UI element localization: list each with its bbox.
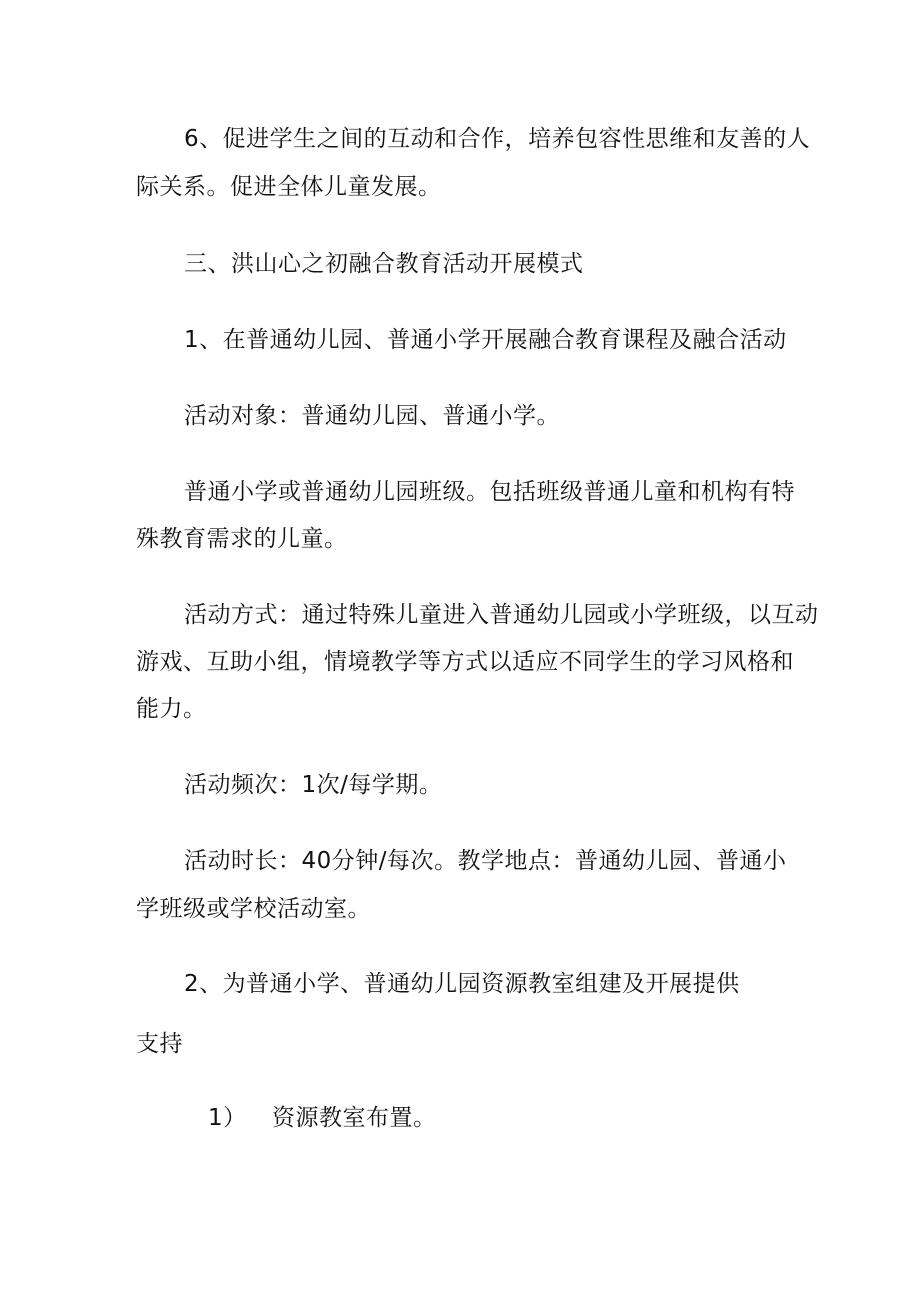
paragraph-6-line-1: 6、促进学生之间的互动和合作，培养包容性思维和友善的人 [184, 126, 811, 152]
subsection-2-heading-line-1: 2、为普通小学、普通幼儿园资源教室组建及开展提供 [184, 971, 740, 997]
activity-duration-line-2: 学班级或学校活动室。 [136, 896, 371, 922]
activity-target: 活动对象：普通幼儿园、普通小学。 [184, 403, 560, 429]
activity-classes-line-2: 殊教育需求的儿童。 [136, 526, 348, 552]
activity-duration-line-1: 活动时长：40分钟/每次。教学地点：普通幼儿园、普通小 [184, 848, 787, 874]
activity-method-line-1: 活动方式：通过特殊儿童进入普通幼儿园或小学班级，以互动 [184, 602, 819, 628]
subsection-1-heading: 1、在普通幼儿园、普通小学开展融合教育课程及融合活动 [184, 327, 787, 353]
list-item-1 [208, 1104, 437, 1132]
list-item-text: 资源教室布置。 [272, 1105, 437, 1131]
activity-method-line-3: 能力。 [136, 696, 207, 722]
paragraph-6-line-2: 际关系。促进全体儿童发展。 [136, 174, 442, 200]
list-item-number: 1） [208, 1105, 247, 1131]
subsection-2-heading-line-2: 支持 [136, 1031, 183, 1057]
activity-frequency: 活动频次：1次/每学期。 [184, 772, 443, 798]
activity-classes-line-1: 普通小学或普通幼儿园班级。包括班级普通儿童和机构有特 [184, 479, 795, 505]
activity-method-line-2: 游戏、互助小组，情境教学等方式以适应不同学生的学习风格和 [136, 649, 794, 675]
section-3-heading: 三、洪山心之初融合教育活动开展模式 [184, 251, 584, 277]
